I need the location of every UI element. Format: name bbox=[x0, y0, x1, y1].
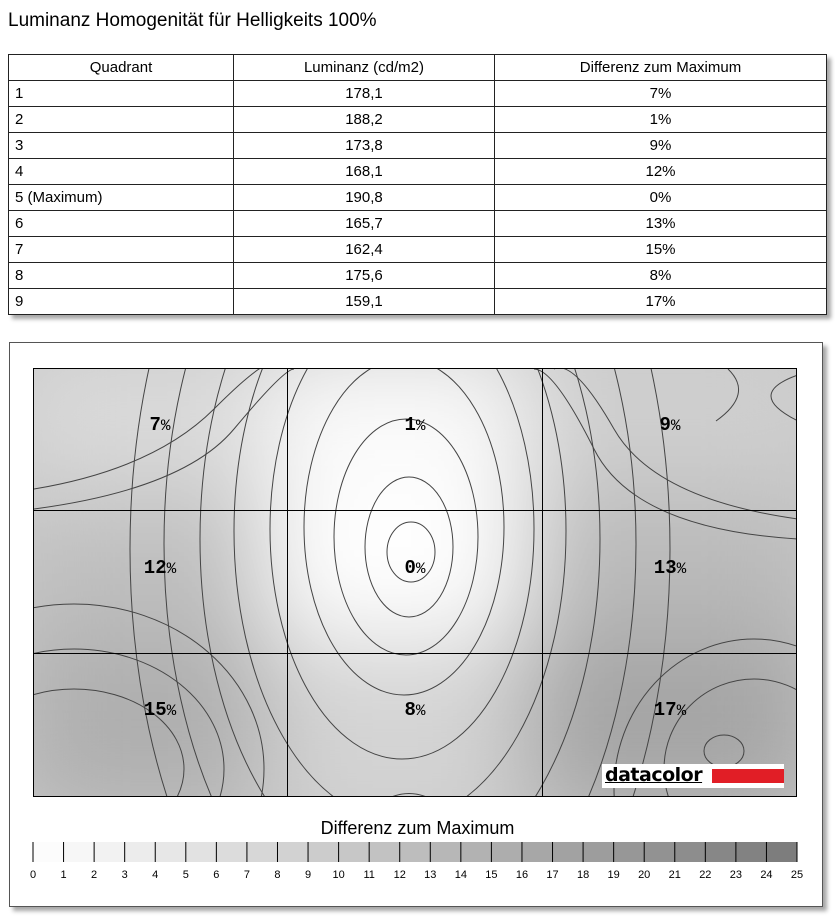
cell-quadrant: 9 bbox=[9, 289, 234, 315]
grid-line-vertical-1 bbox=[287, 368, 288, 797]
cell-quadrant: 6 bbox=[9, 211, 234, 237]
column-header-difference: Differenz zum Maximum bbox=[495, 55, 827, 81]
legend-swatch bbox=[369, 842, 400, 862]
legend-swatch bbox=[736, 842, 767, 862]
legend-swatch bbox=[216, 842, 247, 862]
cell-quadrant: 1 bbox=[9, 81, 234, 107]
cell-difference: 12% bbox=[495, 159, 827, 185]
legend-swatch bbox=[125, 842, 156, 862]
quadrant-label-7: 15% bbox=[143, 699, 177, 721]
page-title: Luminanz Homogenität für Helligkeits 100% bbox=[8, 10, 377, 31]
legend-swatch bbox=[33, 842, 64, 862]
legend-tick-label: 0 bbox=[29, 869, 37, 881]
cell-difference: 15% bbox=[495, 237, 827, 263]
table-row bbox=[9, 289, 827, 315]
legend-tick-label: 23 bbox=[729, 869, 743, 881]
legend-tick-label: 14 bbox=[454, 869, 467, 881]
legend-swatch bbox=[64, 842, 95, 862]
cell-quadrant: 5 (Maximum) bbox=[9, 185, 234, 211]
legend-tick-label: 21 bbox=[668, 869, 681, 881]
cell-quadrant: 3 bbox=[9, 133, 234, 159]
quadrant-label-2: 1% bbox=[404, 414, 426, 436]
cell-difference: 1% bbox=[495, 107, 827, 133]
legend-tick-label: 4 bbox=[152, 869, 159, 881]
legend-tick-label: 5 bbox=[182, 869, 189, 881]
logo-red-bar bbox=[712, 769, 784, 783]
legend-tick-label: 24 bbox=[760, 869, 773, 881]
legend-tick-label: 17 bbox=[546, 869, 559, 881]
legend-tick-label: 6 bbox=[213, 869, 220, 881]
legend-swatch bbox=[614, 842, 645, 862]
table-row bbox=[9, 185, 827, 211]
column-header-quadrant: Quadrant bbox=[9, 55, 234, 81]
quadrant-label-5: 0% bbox=[404, 557, 426, 579]
legend-swatch bbox=[308, 842, 339, 862]
legend-swatch bbox=[491, 842, 522, 862]
table-row bbox=[9, 159, 827, 185]
legend-tick-label: 22 bbox=[699, 869, 712, 881]
legend-tick-label: 2 bbox=[91, 869, 98, 881]
legend-swatch bbox=[461, 842, 492, 862]
grid-line-horizontal-1 bbox=[33, 510, 797, 511]
legend-tick-label: 11 bbox=[363, 869, 375, 881]
quadrant-label-6: 13% bbox=[653, 557, 687, 579]
legend-tick-label: 1 bbox=[60, 869, 67, 881]
table-row bbox=[9, 81, 827, 107]
legend-scale bbox=[0, 838, 835, 888]
cell-difference: 7% bbox=[495, 81, 827, 107]
cell-quadrant: 7 bbox=[9, 237, 234, 263]
cell-luminance: 165,7 bbox=[234, 211, 495, 237]
legend-tick-label: 16 bbox=[515, 869, 529, 881]
legend-tick-label: 15 bbox=[485, 869, 498, 881]
quadrant-label-9: 17% bbox=[653, 699, 687, 721]
table-row bbox=[9, 211, 827, 237]
cell-difference: 9% bbox=[495, 133, 827, 159]
cell-quadrant: 4 bbox=[9, 159, 234, 185]
cell-luminance: 188,2 bbox=[234, 107, 495, 133]
cell-luminance: 162,4 bbox=[234, 237, 495, 263]
legend-swatch bbox=[430, 842, 461, 862]
legend-swatch bbox=[277, 842, 308, 862]
table-row bbox=[9, 133, 827, 159]
quadrant-label-4: 12% bbox=[143, 557, 177, 579]
cell-difference: 17% bbox=[495, 289, 827, 315]
cell-quadrant: 8 bbox=[9, 263, 234, 289]
legend-tick-label: 9 bbox=[304, 869, 312, 881]
legend-tick-label: 19 bbox=[607, 869, 620, 881]
table-header-row bbox=[9, 55, 827, 81]
table-row bbox=[9, 107, 827, 133]
legend-tick-label: 20 bbox=[638, 869, 651, 881]
legend-swatch bbox=[94, 842, 125, 862]
legend-tick-label: 18 bbox=[576, 869, 590, 881]
cell-difference: 8% bbox=[495, 263, 827, 289]
cell-luminance: 159,1 bbox=[234, 289, 495, 315]
table-row bbox=[9, 263, 827, 289]
table-row bbox=[9, 237, 827, 263]
quadrant-label-3: 9% bbox=[659, 414, 681, 436]
legend-swatch bbox=[155, 842, 186, 862]
legend-swatch bbox=[675, 842, 706, 862]
cell-luminance: 168,1 bbox=[234, 159, 495, 185]
legend-swatch bbox=[766, 842, 797, 862]
grid-line-vertical-2 bbox=[542, 368, 543, 797]
cell-luminance: 190,8 bbox=[234, 185, 495, 211]
legend-swatch bbox=[522, 842, 553, 862]
legend-swatch bbox=[705, 842, 736, 862]
legend-tick-label: 7 bbox=[243, 869, 250, 881]
legend-swatch bbox=[247, 842, 278, 862]
legend-swatch bbox=[553, 842, 584, 862]
legend-tick-label: 10 bbox=[332, 869, 345, 881]
cell-luminance: 175,6 bbox=[234, 263, 495, 289]
legend-swatch bbox=[583, 842, 614, 862]
cell-luminance: 178,1 bbox=[234, 81, 495, 107]
legend-tick-label: 25 bbox=[790, 869, 804, 881]
cell-quadrant: 2 bbox=[9, 107, 234, 133]
grid-line-horizontal-2 bbox=[33, 653, 797, 654]
legend-tick-label: 8 bbox=[274, 869, 281, 881]
quadrant-label-1: 7% bbox=[149, 414, 171, 436]
legend-title: Differenz zum Maximum bbox=[320, 818, 515, 838]
logo-wordmark: datacolor bbox=[605, 764, 703, 786]
datacolor-logo bbox=[602, 764, 784, 788]
legend-swatch bbox=[339, 842, 370, 862]
column-header-luminance: Luminanz (cd/m2) bbox=[234, 55, 495, 81]
cell-luminance: 173,8 bbox=[234, 133, 495, 159]
quadrant-label-8: 8% bbox=[404, 699, 426, 721]
legend-swatch bbox=[400, 842, 431, 862]
legend-swatch bbox=[644, 842, 675, 862]
legend-tick-label: 13 bbox=[424, 869, 437, 881]
luminance-table-wrapper bbox=[8, 54, 827, 315]
cell-difference: 13% bbox=[495, 211, 827, 237]
cell-difference: 0% bbox=[495, 185, 827, 211]
legend-tick-label: 3 bbox=[121, 869, 128, 881]
luminance-table bbox=[8, 54, 827, 315]
legend-swatch bbox=[186, 842, 217, 862]
legend-tick-label: 12 bbox=[393, 869, 406, 881]
